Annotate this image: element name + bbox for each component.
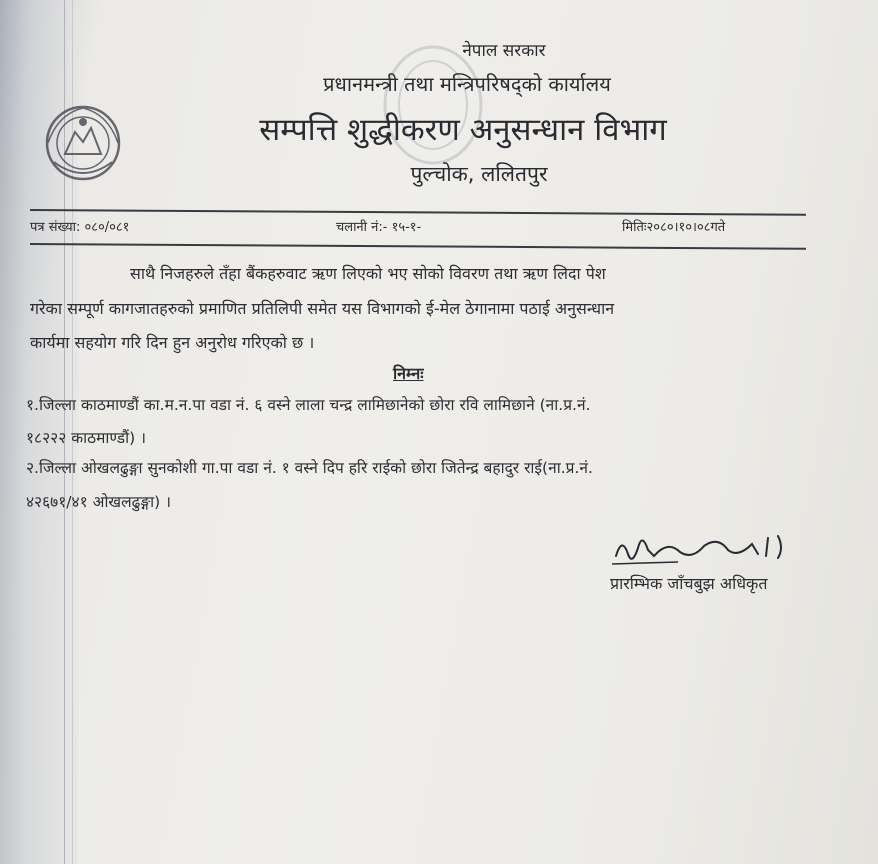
header-government: नेपाल सरकार — [462, 41, 546, 61]
header-address: पुल्चोक, ललितपुर — [410, 162, 548, 186]
list-item-2-line-2: ४२६७१/४१ ओखलढुङ्गा) । — [26, 493, 172, 511]
list-item-1-line-1: १.जिल्ला काठमाण्डौं का.म.न.पा वडा नं. ६ वस्ने लाला चन्द्र लामिछानेको छोरा रवि लामिछाने (ना.प्र.नं. — [26, 396, 591, 414]
body-line: साथै निजहरुले तँहा बैंकहरुवाट ऋण लिएको भए सोको विवरण तथा ऋण लिदा पेश — [130, 264, 606, 283]
list-item-2-line-1: २.जिल्ला ओखलढुङ्गा सुनकोशी गा.पा वडा नं. १ वस्ने दिप हरि राईको छोरा जितेन्द्र बहादुर राई(ना.प्र.नं. — [26, 459, 593, 477]
signature-icon — [608, 526, 798, 572]
letter-number: पत्र संख्या: ०८०/०८१ — [30, 220, 130, 235]
body-line: कार्यमा सहयोग गरि दिन हुन अनुरोध गरिएको छ । — [30, 333, 315, 352]
body-line: गरेका सम्पूर्ण कागजातहरुको प्रमाणित प्रतिलिपी समेत यस विभागको ई-मेल ठेगानामा पठाई अनुसन्धान — [30, 299, 615, 318]
list-heading: निम्नः — [393, 364, 424, 383]
signatory-title: प्रारम्भिक जाँचबुझ अधिकृत — [610, 574, 768, 593]
header-office: प्रधानमन्त्री तथा मन्त्रिपरिषद्को कार्यालय — [323, 72, 611, 96]
dispatch-number: चलानी नं:- १५-१- — [336, 220, 422, 235]
letter-date: मितिः२०८०।१०।०८गते — [622, 220, 726, 235]
header-department: सम्पत्ति शुद्धीकरण अनुसन्धान विभाग — [259, 112, 667, 148]
list-item-1-line-2: १८२२२ काठमाण्डौं) । — [26, 429, 146, 447]
